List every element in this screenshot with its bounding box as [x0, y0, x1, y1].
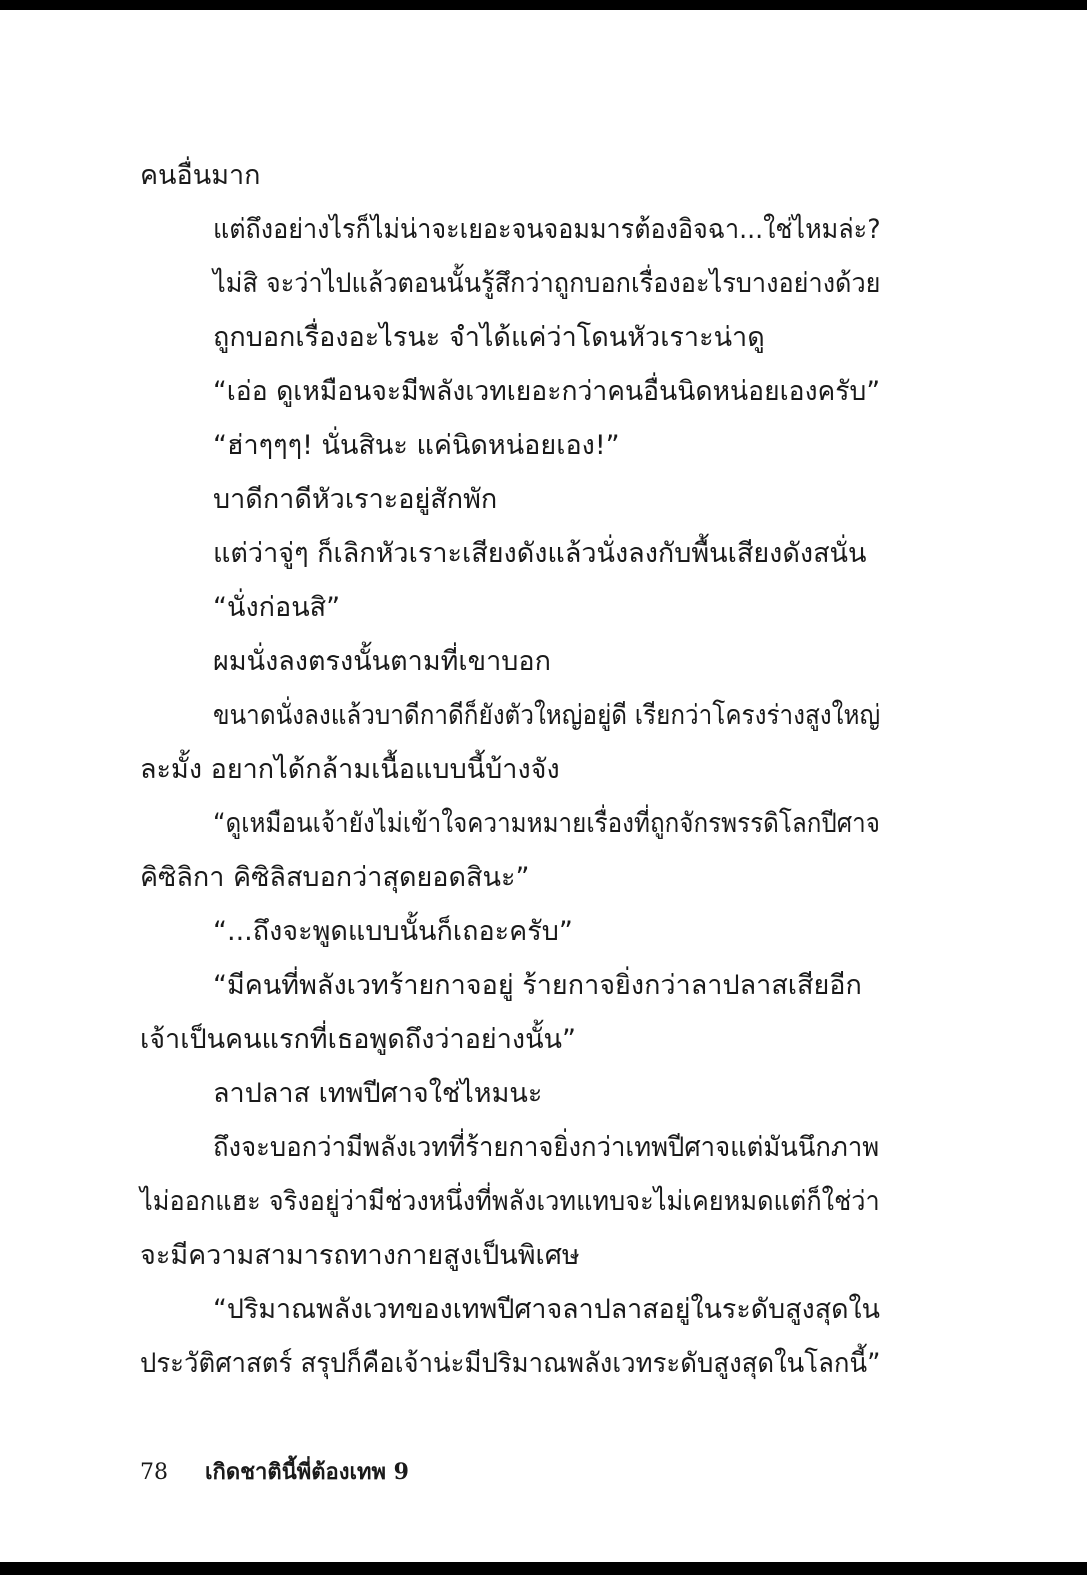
text-line: ขนาดนั่งลงแล้วบาดีกาดีก็ยังตัวใหญ่อยู่ดี เรียกว่าโครงร่างสูงใหญ่ — [213, 700, 881, 731]
text-line: ถูกบอกเรื่องอะไรนะ จำได้แค่ว่าโดนหัวเราะน่าดู — [213, 322, 765, 353]
bottom-black-bar — [0, 1562, 1087, 1575]
text-line: บาดีกาดีหัวเราะอยู่สักพัก — [213, 484, 498, 515]
text-line: ถึงจะบอกว่ามีพลังเวทที่ร้ายกาจยิ่งกว่าเทพปีศาจแต่มันนึกภาพ — [213, 1132, 880, 1163]
text-line: “เอ่อ ดูเหมือนจะมีพลังเวทเยอะกว่าคนอื่นนิดหน่อยเองครับ” — [213, 376, 881, 407]
text-line: แต่ว่าจู่ๆ ก็เลิกหัวเราะเสียงดังแล้วนั่งลงกับพื้นเสียงดังสนั่น — [213, 538, 867, 569]
page-footer — [140, 1456, 409, 1489]
book-title: เกิดชาตินี้พี่ต้องเทพ 9 — [205, 1459, 409, 1485]
text-line: คนอื่นมาก — [140, 160, 261, 191]
text-line: คิซิลิกา คิซิลิสบอกว่าสุดยอดสินะ” — [140, 862, 530, 893]
text-line: ละมั้ง อยากได้กล้ามเนื้อแบบนี้บ้างจัง — [140, 754, 560, 785]
text-line: จะมีความสามารถทางกายสูงเป็นพิเศษ — [140, 1240, 580, 1271]
text-line: เจ้าเป็นคนแรกที่เธอพูดถึงว่าอย่างนั้น” — [140, 1024, 576, 1055]
text-line: “...ถึงจะพูดแบบนั้นก็เถอะครับ” — [213, 916, 573, 947]
text-line: แต่ถึงอย่างไรก็ไม่น่าจะเยอะจนจอมมารต้องอิจฉา...ใช่ไหมล่ะ? — [213, 214, 881, 245]
text-line: “ปริมาณพลังเวทของเทพปีศาจลาปลาสอยู่ในระดับสูงสุดใน — [213, 1294, 880, 1325]
text-line: ลาปลาส เทพปีศาจใช่ไหมนะ — [213, 1078, 543, 1109]
text-line: “นั่งก่อนสิ” — [213, 592, 341, 623]
page-number: 78 — [140, 1460, 168, 1485]
text-line: “ดูเหมือนเจ้ายังไม่เข้าใจความหมายเรื่องที่ถูกจักรพรรดิโลกปีศาจ — [213, 808, 880, 839]
top-black-bar — [0, 0, 1087, 10]
text-line: ไม่สิ จะว่าไปแล้วตอนนั้นรู้สึกว่าถูกบอกเรื่องอะไรบางอย่างด้วย — [213, 268, 881, 299]
text-line: “มีคนที่พลังเวทร้ายกาจอยู่ ร้ายกาจยิ่งกว่าลาปลาสเสียอีก — [213, 970, 862, 1001]
text-line: ผมนั่งลงตรงนั้นตามที่เขาบอก — [213, 646, 551, 677]
text-line: ประวัติศาสตร์ สรุปก็คือเจ้าน่ะมีปริมาณพลังเวทระดับสูงสุดในโลกนี้” — [140, 1348, 881, 1379]
text-line: ไม่ออกแฮะ จริงอยู่ว่ามีช่วงหนึ่งที่พลังเวทแทบจะไม่เคยหมดแต่ก็ใช่ว่า — [140, 1186, 880, 1217]
text-line: “ฮ่าๆๆๆ! นั่นสินะ แค่นิดหน่อยเอง!” — [213, 430, 620, 461]
